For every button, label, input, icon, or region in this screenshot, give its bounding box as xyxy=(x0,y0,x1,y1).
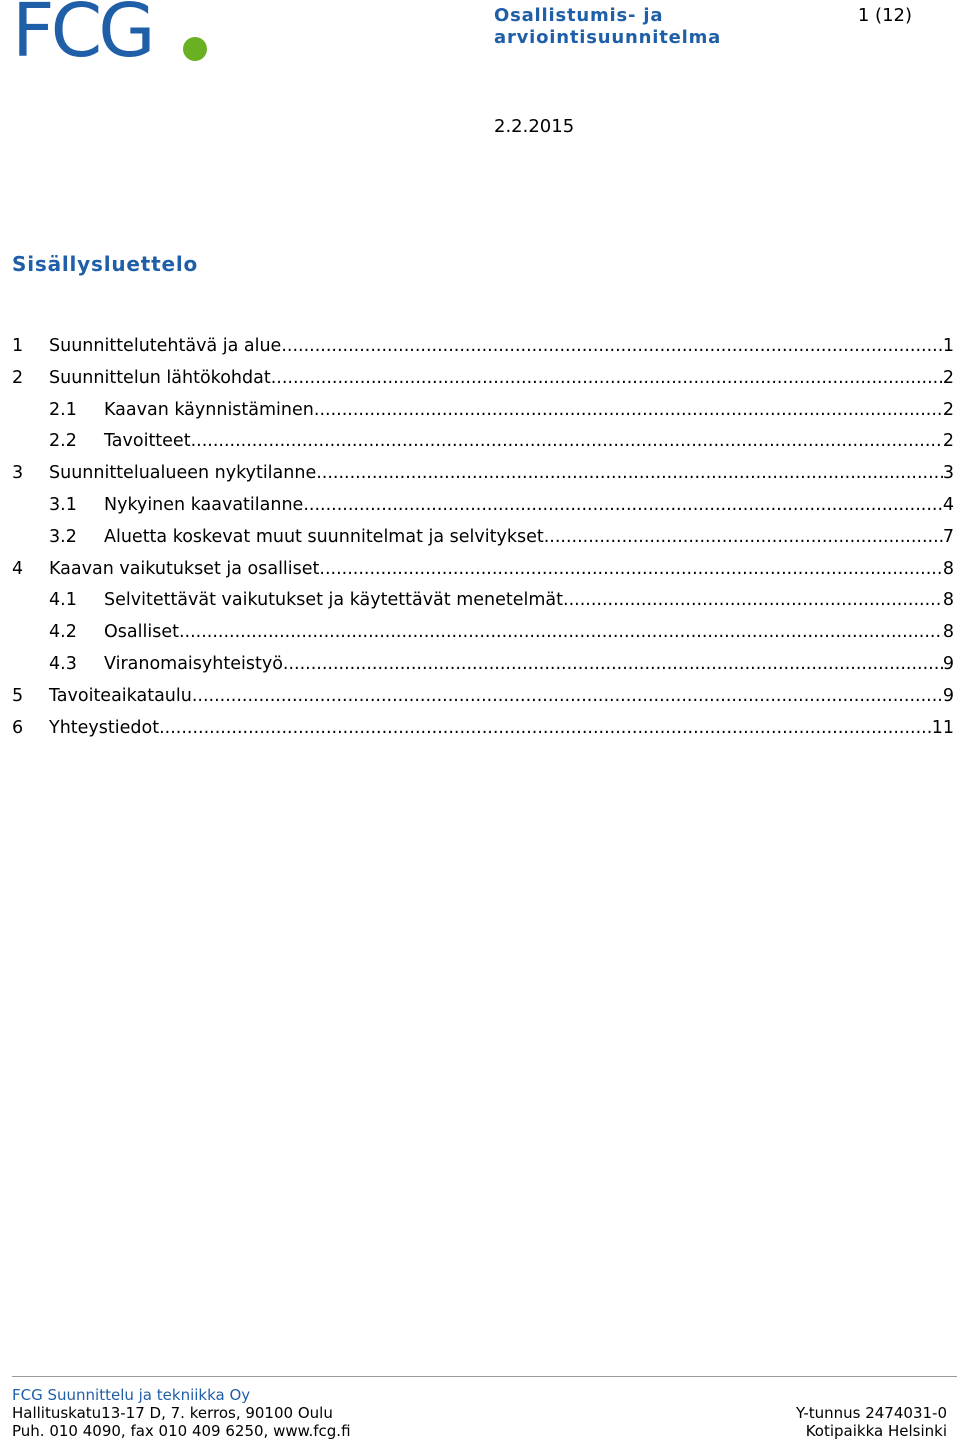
toc-entry-number: 4 xyxy=(12,558,24,579)
toc-entry-title: Aluetta koskevat muut suunnitelmat ja selvitykset xyxy=(104,526,544,547)
toc-entry-title: Selvitettävät vaikutukset ja käytettävät menetelmät xyxy=(104,590,563,611)
toc-entry-page: 2 xyxy=(942,431,954,452)
footer-row-2 xyxy=(12,1422,947,1440)
toc-dot-leader xyxy=(192,686,943,706)
toc-dot-leader xyxy=(563,590,943,610)
toc-entry-title: Osalliset xyxy=(104,622,179,643)
toc-entry-page: 8 xyxy=(942,622,954,643)
toc-entry-title: Kaavan käynnistäminen xyxy=(104,399,314,420)
toc-entry[interactable] xyxy=(12,527,954,559)
toc-entry-number: 2 xyxy=(12,367,24,388)
toc-dot-leader xyxy=(544,527,943,547)
toc-entry-title: Tavoitteet xyxy=(104,431,191,452)
toc-dot-leader xyxy=(191,431,943,451)
toc-entry-page: 2 xyxy=(942,367,954,388)
toc-entry-page: 9 xyxy=(942,653,954,674)
logo-dot xyxy=(183,37,207,61)
toc-entry-page: 7 xyxy=(942,526,954,547)
toc-dot-leader xyxy=(271,368,943,388)
document-title-line1: Osallistumis- ja xyxy=(494,5,664,26)
footer-divider xyxy=(12,1376,957,1377)
toc-entry[interactable] xyxy=(12,368,954,400)
footer-business-id: Y-tunnus 2474031-0 xyxy=(795,1404,947,1422)
page-number: 1 (12) xyxy=(857,5,912,26)
logo-text: FCG xyxy=(12,0,152,74)
footer-contact: Puh. 010 4090, fax 010 409 6250, www.fcg.fi xyxy=(12,1422,351,1440)
toc-entry-number: 4.2 xyxy=(49,622,77,643)
toc-dot-leader xyxy=(283,654,943,674)
toc-entry-page: 9 xyxy=(942,685,954,706)
toc-dot-leader xyxy=(159,718,932,738)
footer-row-1 xyxy=(12,1404,947,1422)
fcg-logo xyxy=(12,0,198,74)
toc-entry-number: 5 xyxy=(12,685,24,706)
toc-entry[interactable] xyxy=(12,431,954,463)
toc-entry-title: Yhteystiedot xyxy=(49,717,160,738)
toc-entry-number: 3.2 xyxy=(49,526,77,547)
toc-entry-title: Viranomaisyhteistyö xyxy=(104,653,283,674)
toc-entry-number: 6 xyxy=(12,717,24,738)
toc-dot-leader xyxy=(179,622,943,642)
toc-entry[interactable] xyxy=(12,463,954,495)
toc-entry-number: 4.1 xyxy=(49,590,77,611)
toc-entry-page: 8 xyxy=(942,590,954,611)
toc-entry-title: Suunnittelualueen nykytilanne xyxy=(49,463,317,484)
toc-entry-number: 4.3 xyxy=(49,653,77,674)
document-title-line2: arviointisuunnitelma xyxy=(494,27,722,48)
toc-dot-leader xyxy=(319,559,942,579)
toc-entry-title: Tavoiteaikataulu xyxy=(49,685,192,706)
footer xyxy=(12,1386,947,1440)
toc-entry-number: 2.1 xyxy=(49,399,77,420)
document-title xyxy=(494,5,794,49)
footer-address: Hallituskatu13-17 D, 7. kerros, 90100 Oulu xyxy=(12,1404,333,1422)
toc-entry[interactable] xyxy=(12,495,954,527)
toc-dot-leader xyxy=(314,400,943,420)
toc-entry-page: 8 xyxy=(942,558,954,579)
toc-entry-number: 1 xyxy=(12,336,24,356)
toc-entry-title: Suunnittelutehtävä ja alue xyxy=(49,336,282,356)
toc-entry[interactable] xyxy=(12,559,954,591)
toc-entry-page: 3 xyxy=(942,463,954,484)
toc-entry-page: 11 xyxy=(931,717,954,738)
toc-entry-number: 3.1 xyxy=(49,494,77,515)
toc-entry[interactable] xyxy=(12,590,954,622)
toc-entry[interactable] xyxy=(12,622,954,654)
toc-entry[interactable] xyxy=(12,718,954,750)
toc-entry-page: 1 xyxy=(942,336,954,356)
toc-entry-title: Suunnittelun lähtökohdat xyxy=(49,367,271,388)
toc-entry[interactable] xyxy=(12,686,954,718)
toc-dot-leader xyxy=(316,463,943,483)
toc-dot-leader xyxy=(303,495,943,515)
table-of-contents xyxy=(12,336,954,749)
toc-entry[interactable] xyxy=(12,654,954,686)
document-date: 2.2.2015 xyxy=(494,116,575,137)
toc-entry-number: 3 xyxy=(12,463,24,484)
toc-entry[interactable] xyxy=(12,400,954,432)
toc-entry[interactable] xyxy=(12,336,954,368)
toc-heading: Sisällysluettelo xyxy=(12,252,199,276)
toc-entry-page: 2 xyxy=(942,399,954,420)
footer-company: FCG Suunnittelu ja tekniikka Oy xyxy=(12,1386,251,1404)
footer-domicile: Kotipaikka Helsinki xyxy=(805,1422,947,1440)
toc-dot-leader xyxy=(281,336,943,356)
toc-entry-title: Kaavan vaikutukset ja osalliset xyxy=(49,558,320,579)
toc-entry-page: 4 xyxy=(942,494,954,515)
toc-entry-number: 2.2 xyxy=(49,431,77,452)
toc-entry-title: Nykyinen kaavatilanne xyxy=(104,494,304,515)
